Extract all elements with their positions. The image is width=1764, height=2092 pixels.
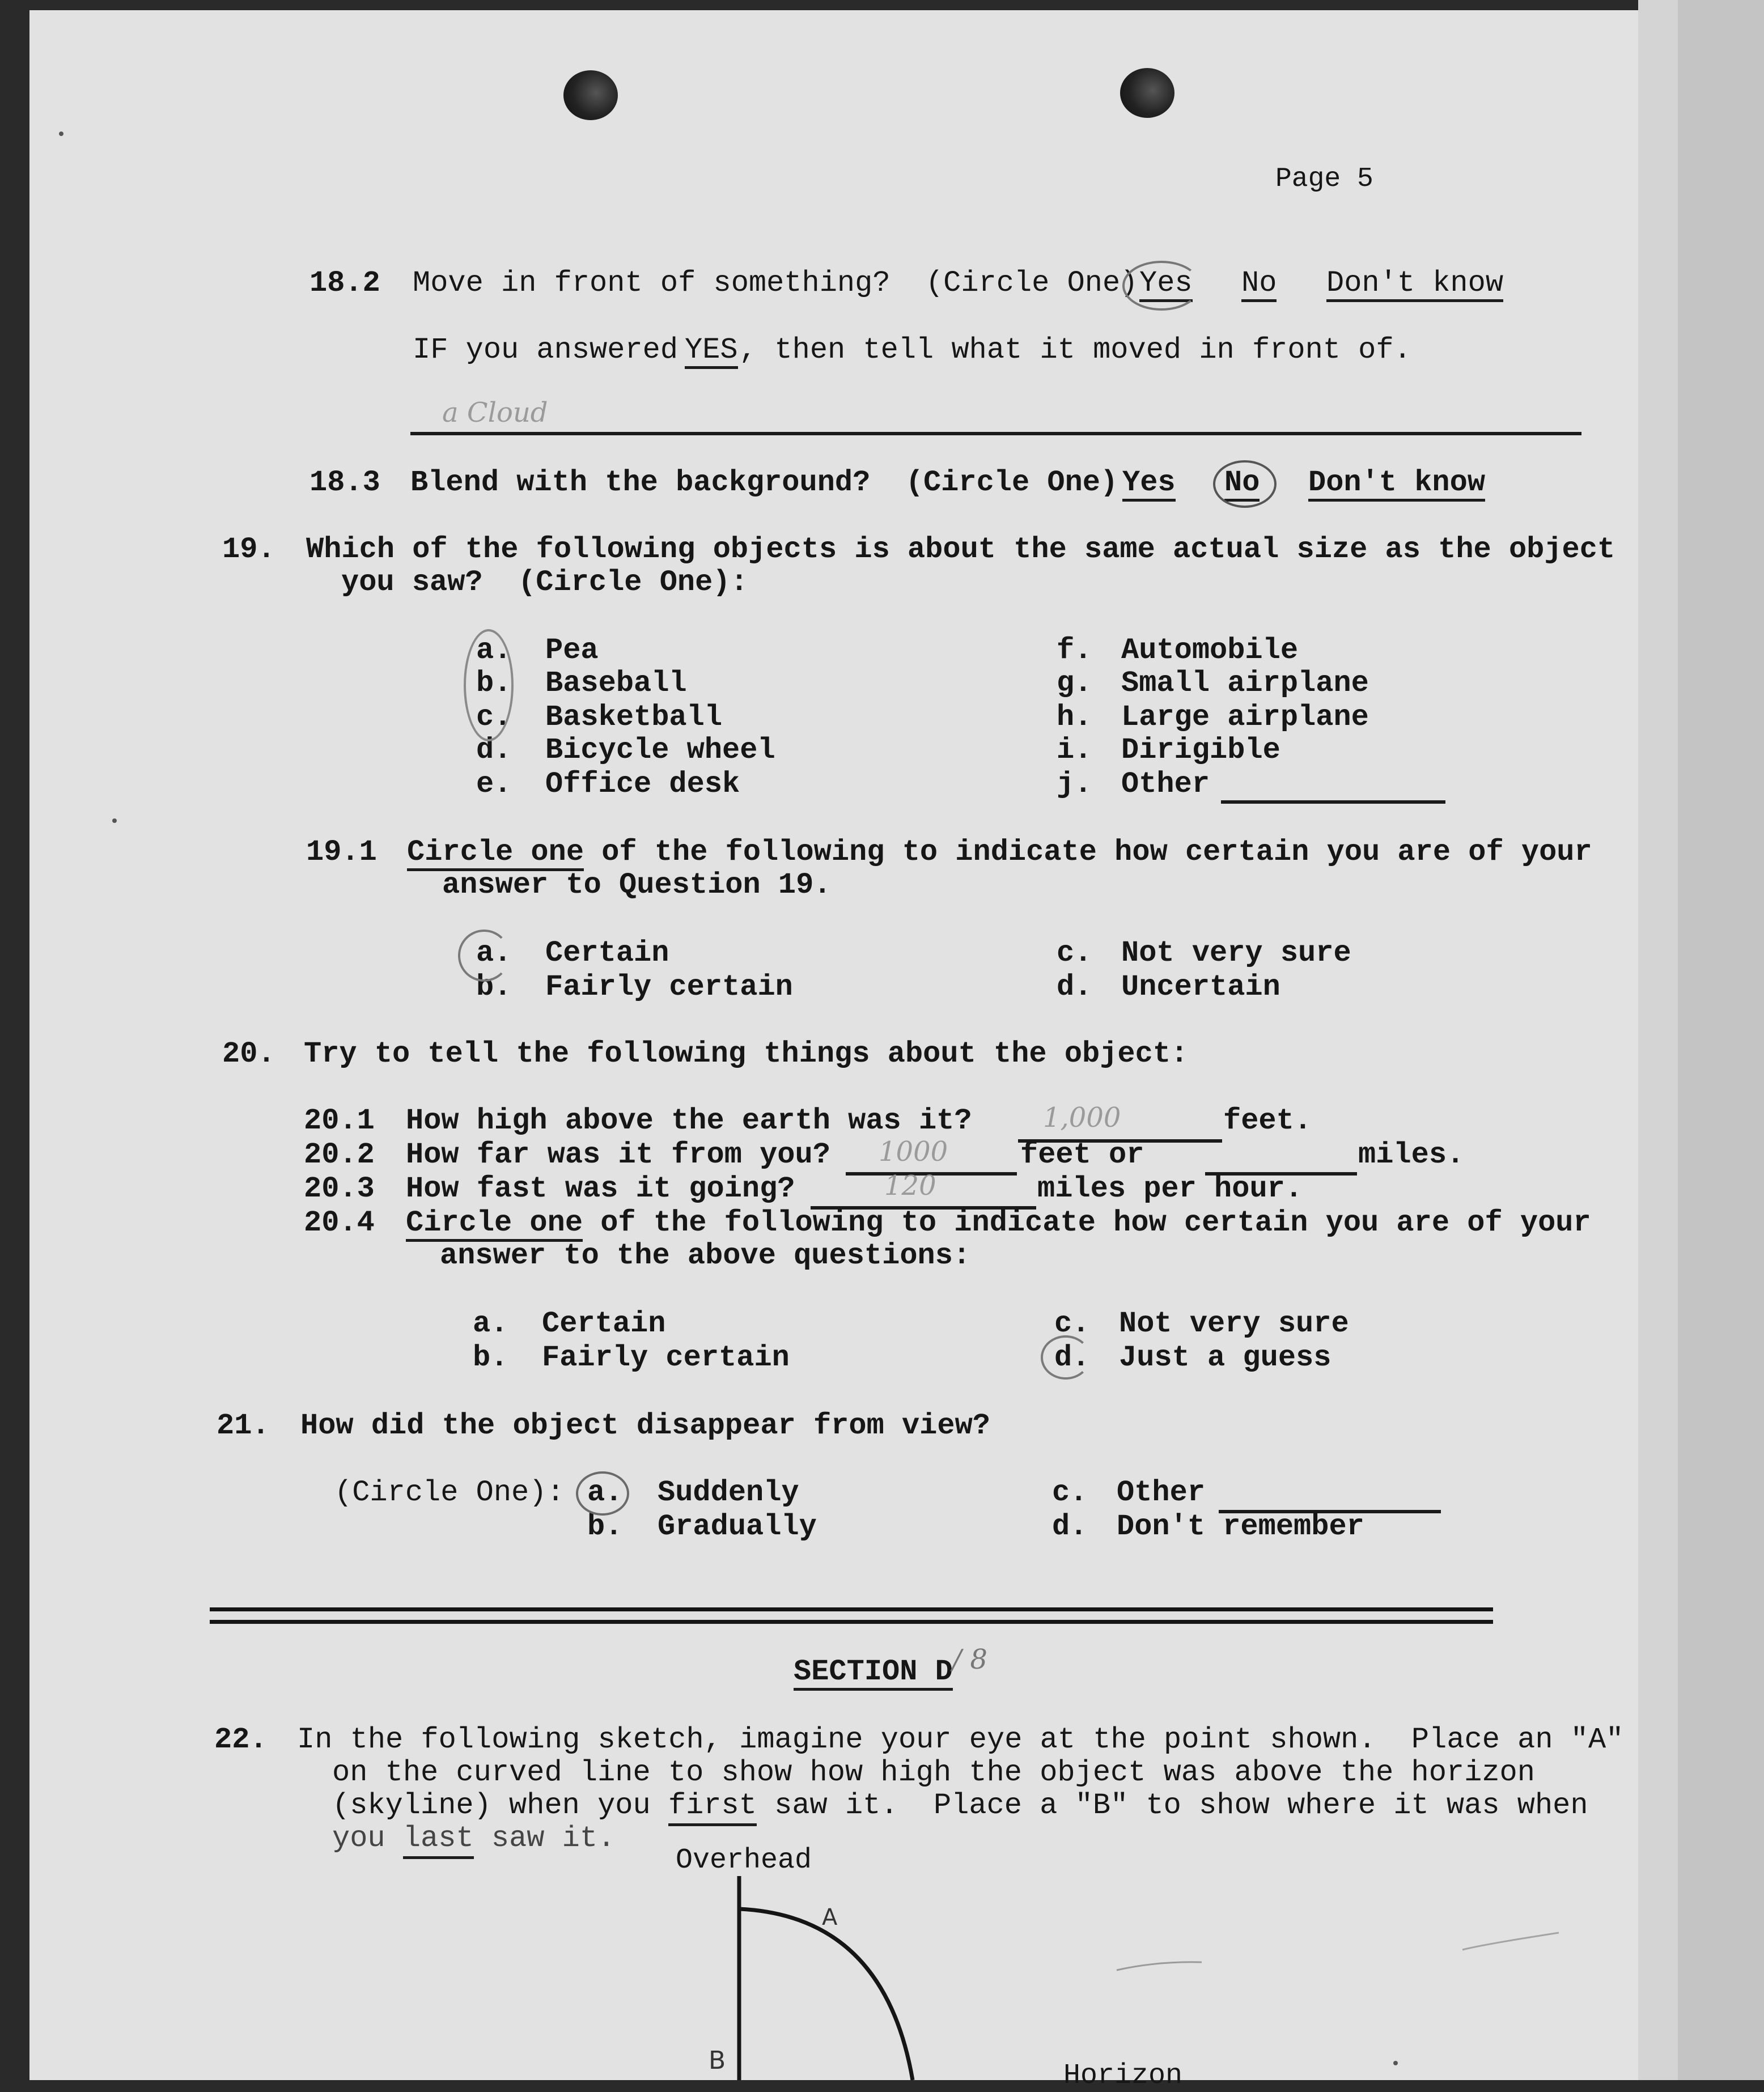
q19-1-option-letter[interactable]: b. xyxy=(476,970,512,1004)
sketch-label-overhead: Overhead xyxy=(676,1844,812,1877)
q20-option-letter[interactable]: c. xyxy=(1054,1307,1090,1340)
q19-1-option-label[interactable]: Uncertain xyxy=(1121,970,1280,1004)
q20-option-label[interactable]: Certain xyxy=(542,1307,666,1340)
q18-3-yes[interactable]: Yes xyxy=(1122,468,1176,502)
q22-line2: on the curved line to show how high the object was above the horizon xyxy=(332,1756,1535,1789)
q20-2-unit-miles: miles. xyxy=(1358,1138,1465,1172)
handwriting-faint: 1,000 xyxy=(1043,1102,1121,1134)
q19-option-letter[interactable]: g. xyxy=(1057,667,1092,700)
q20-4-text: of the following to indicate how certain you are of your xyxy=(583,1206,1591,1240)
q20-2-text: How far was it from you? xyxy=(406,1138,830,1172)
q18-2-instr-yes: YES xyxy=(685,336,738,369)
q19-1-option-letter[interactable]: d. xyxy=(1057,970,1092,1004)
q21-option-letter[interactable]: c. xyxy=(1052,1476,1088,1509)
q19-option-label[interactable]: Large airplane xyxy=(1121,701,1369,734)
q19-1-option-label[interactable]: Fairly certain xyxy=(545,970,793,1004)
q20-text: Try to tell the following things about the object: xyxy=(304,1037,1189,1071)
mark-letter-b: B xyxy=(709,2046,726,2075)
q19-option-letter[interactable]: c. xyxy=(476,701,512,734)
q22-number: 22. xyxy=(214,1723,268,1756)
q19-option-label[interactable]: Bicycle wheel xyxy=(545,733,775,767)
section-divider-top xyxy=(210,1607,1493,1611)
q19-option-label[interactable]: Automobile xyxy=(1121,634,1299,667)
handwriting-faint: 120 xyxy=(884,1170,936,1202)
q21-number: 21. xyxy=(217,1409,270,1442)
q19-option-letter[interactable]: h. xyxy=(1057,701,1092,734)
q20-3-number: 20.3 xyxy=(304,1172,375,1206)
q18-3-no[interactable]: No xyxy=(1224,468,1260,502)
q19-1-option-label[interactable]: Not very sure xyxy=(1121,936,1351,970)
q19-line2: you saw? (Circle One): xyxy=(341,566,748,599)
q20-option-label[interactable]: Fairly certain xyxy=(542,1341,790,1374)
circle-mark xyxy=(1041,1335,1091,1380)
circle-mark xyxy=(1213,460,1277,508)
page-edge-strip xyxy=(1638,0,1678,2080)
q19-1-number: 19.1 xyxy=(306,835,377,869)
handwriting-faint: a Cloud xyxy=(442,397,548,428)
q19-option-letter[interactable]: f. xyxy=(1057,634,1092,667)
punch-hole-right xyxy=(1120,68,1174,118)
q19-1-option-letter[interactable]: a. xyxy=(476,936,512,970)
circle-mark xyxy=(576,1471,629,1516)
q20-1-number: 20.1 xyxy=(304,1104,375,1138)
q18-2-instr-post: , then tell what it moved in front of. xyxy=(739,333,1411,367)
q20-1-text: How high above the earth was it? xyxy=(406,1104,972,1138)
q19-1-circle-one: Circle one xyxy=(407,838,584,871)
q20-option-label[interactable]: Just a guess xyxy=(1119,1341,1332,1374)
speck xyxy=(112,818,117,823)
q18-2-instr-pre: IF you answered xyxy=(413,333,696,367)
q20-option-letter[interactable]: d. xyxy=(1054,1341,1090,1374)
q21-option-label[interactable]: Don't remember xyxy=(1117,1510,1364,1543)
sketch-label-horizon: Horizon xyxy=(1063,2060,1183,2092)
q19-line1: Which of the following objects is about the same actual size as the object xyxy=(306,533,1615,566)
q20-4-line2: answer to the above questions: xyxy=(440,1239,971,1272)
q18-3-dont-know[interactable]: Don't know xyxy=(1308,468,1485,502)
q21-option-label[interactable]: Other xyxy=(1117,1476,1206,1509)
page-number: Page 5 xyxy=(1275,164,1373,194)
handwriting-faint: / 8 xyxy=(952,1644,987,1675)
q19-option-label[interactable]: Office desk xyxy=(545,767,740,801)
circle-mark xyxy=(464,629,514,741)
q19-option-letter[interactable]: b. xyxy=(476,667,512,700)
q20-option-label[interactable]: Not very sure xyxy=(1119,1307,1349,1340)
q19-option-label[interactable]: Dirigible xyxy=(1121,733,1280,767)
q18-2-number: 18.2 xyxy=(309,266,380,300)
q19-option-letter[interactable]: d. xyxy=(476,733,512,767)
q20-4-circle-one: Circle one xyxy=(406,1208,583,1242)
section-title: SECTION D xyxy=(794,1657,953,1691)
q21-prefix: (Circle One): xyxy=(334,1476,565,1509)
q19-1-option-letter[interactable]: c. xyxy=(1057,936,1092,970)
q20-number: 20. xyxy=(222,1037,275,1071)
mark-letter-a: A xyxy=(822,1904,838,1930)
q21-option-label[interactable]: Suddenly xyxy=(658,1476,799,1509)
q19-option-letter[interactable]: a. xyxy=(476,634,512,667)
q20-3-text: How fast was it going? xyxy=(406,1172,795,1206)
q18-2-answer-line[interactable] xyxy=(410,432,1581,435)
q20-3-unit: miles per hour. xyxy=(1037,1172,1303,1206)
q20-2-number: 20.2 xyxy=(304,1138,375,1172)
q19-option-letter[interactable]: i. xyxy=(1057,733,1092,767)
speck xyxy=(1393,2061,1398,2065)
q19-number: 19. xyxy=(222,533,275,566)
q19-option-letter[interactable]: e. xyxy=(476,767,512,801)
q19-option-letter[interactable]: j. xyxy=(1057,767,1092,801)
circle-mark xyxy=(458,930,510,982)
handwriting-faint: 1000 xyxy=(879,1136,948,1168)
q21-option-letter[interactable]: d. xyxy=(1052,1510,1088,1543)
q22-line1: In the following sketch, imagine your eye at the point shown. Place an "A" xyxy=(297,1723,1624,1756)
q18-2-no[interactable]: No xyxy=(1241,269,1277,302)
q19-1-text: of the following to indicate how certain you are of your xyxy=(584,835,1592,869)
q20-4-number: 20.4 xyxy=(304,1206,375,1240)
q19-option-label[interactable]: Baseball xyxy=(545,667,687,700)
section-divider-bottom xyxy=(210,1620,1493,1624)
q18-3-number: 18.3 xyxy=(309,466,380,499)
q19-option-label[interactable]: Small airplane xyxy=(1121,667,1369,700)
q18-2-dont-know[interactable]: Don't know xyxy=(1326,269,1503,302)
q21-option-label[interactable]: Gradually xyxy=(658,1510,817,1543)
punch-hole-left xyxy=(563,70,618,120)
q19-option-label[interactable]: Other xyxy=(1121,767,1210,801)
q20-option-letter[interactable]: b. xyxy=(473,1341,508,1374)
q18-2-yes[interactable]: Yes xyxy=(1139,269,1193,302)
q18-3-text: Blend with the background? (Circle One) xyxy=(410,466,1118,499)
q20-option-letter[interactable]: a. xyxy=(473,1307,508,1340)
q21-option-letter[interactable]: a. xyxy=(587,1476,623,1509)
q19-option-label[interactable]: Basketball xyxy=(545,701,723,734)
q22-line4: you last saw it. xyxy=(332,1824,615,1853)
q18-2-text: Move in front of something? (Circle One) xyxy=(413,266,1138,300)
circle-mark xyxy=(1122,261,1201,311)
q19-1-line2: answer to Question 19. xyxy=(442,868,832,902)
q21-text: How did the object disappear from view? xyxy=(300,1409,990,1442)
q21-option-letter[interactable]: b. xyxy=(587,1510,623,1543)
q20-1-unit: feet. xyxy=(1223,1104,1312,1138)
q22-line3: (skyline) when you first saw it. Place a "B" to show where it was when xyxy=(332,1791,1588,1821)
speck xyxy=(59,131,63,136)
q19-1-option-label[interactable]: Certain xyxy=(545,936,669,970)
q19-other-blank[interactable] xyxy=(1221,800,1445,804)
q20-2-unit-feet: feet or xyxy=(1020,1138,1144,1172)
q19-option-label[interactable]: Pea xyxy=(545,634,599,667)
